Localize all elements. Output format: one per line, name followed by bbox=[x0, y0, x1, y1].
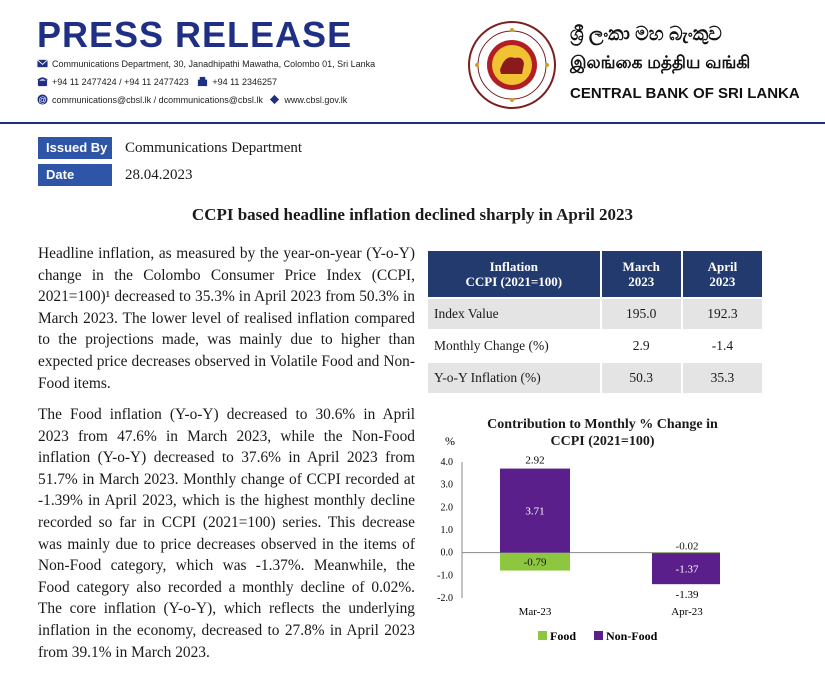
cell-march: 2.9 bbox=[632, 338, 650, 353]
category-label: Apr-23 bbox=[671, 606, 703, 618]
y-tick-label: -1.0 bbox=[437, 570, 453, 582]
y-tick-label: 2.0 bbox=[440, 502, 453, 514]
bank-name-tamil: இலங்கை மத்திய வங்கி bbox=[570, 53, 751, 72]
cell-april: 192.3 bbox=[683, 299, 762, 329]
table-row bbox=[428, 299, 762, 329]
category-label: Mar-23 bbox=[518, 606, 552, 618]
y-tick-label: 0.0 bbox=[440, 547, 453, 559]
row-label: Monthly Change (%) bbox=[434, 338, 549, 353]
header-march: March 2023 bbox=[602, 251, 681, 297]
fax-icon bbox=[197, 76, 208, 87]
legend-swatch bbox=[594, 631, 603, 640]
cell-april: 35.3 bbox=[683, 363, 762, 393]
central-bank-logo bbox=[467, 20, 557, 110]
phone-icon bbox=[37, 76, 48, 87]
total-label: -1.39 bbox=[675, 589, 699, 602]
y-tick-label: 3.0 bbox=[440, 479, 453, 491]
cell-march: 50.3 bbox=[602, 363, 681, 393]
legend-label: Non-Food bbox=[606, 629, 658, 643]
email-line bbox=[37, 94, 347, 105]
table-header-row bbox=[428, 251, 762, 297]
inflation-table bbox=[426, 249, 764, 395]
row-label: Y-o-Y Inflation (%) bbox=[428, 363, 600, 393]
bank-name-sinhala: ශ්‍රී ලංකා මහ බැංකුව bbox=[570, 24, 722, 45]
cell-march: 195.0 bbox=[602, 299, 681, 329]
address-text: Communications Department, 30, Janadhipathi Mawatha, Colombo 01, Sri Lanka bbox=[52, 59, 376, 69]
data-label: -1.37 bbox=[675, 563, 699, 576]
data-label: 3.71 bbox=[525, 505, 545, 518]
envelope-icon bbox=[37, 58, 48, 69]
issued-by-value: Communications Department bbox=[125, 140, 303, 156]
phone-text: +94 11 2477424 / +94 11 2477423 bbox=[52, 77, 189, 87]
legend-swatch bbox=[538, 631, 547, 640]
total-label: 2.92 bbox=[525, 454, 545, 467]
press-release-title: PRESS RELEASE bbox=[37, 14, 353, 55]
fax-text: +94 11 2346257 bbox=[212, 77, 277, 87]
y-tick-label: 1.0 bbox=[440, 525, 453, 536]
table-row bbox=[428, 331, 762, 361]
website-text: www.cbsl.gov.lk bbox=[284, 95, 348, 105]
phone-line bbox=[37, 76, 277, 87]
svg-text:@: @ bbox=[38, 95, 47, 105]
header-inflation: Inflation CCPI (2021=100) bbox=[428, 251, 600, 297]
paragraph-2: The Food inflation (Y-o-Y) decreased to 30.6% in April 2023 from 47.6% in March 2023, while the Non-Food inflation (Y-o-Y) decreased to 37.6% in April 2023 from 51.7% in March 2023. Monthly change of CCPI recorded at -1.39% in April 2023, which is the highest monthly decline recorded so far in CCPI (2021=100) series. This decrease was mainly due to price decreases observed in the items of Non-Food category, which was -1.37%. Meanwhile, the Food category also recorded a monthly decline of 0.02%. The core inflation (Y-o-Y), which reflects the underlying inflation in the economy, decreased to 27.8% in April 2023 from 39.1% in March 2023. bbox=[38, 406, 415, 661]
header-divider bbox=[0, 122, 825, 124]
header-april: April 2023 bbox=[683, 251, 762, 297]
data-label: -0.02 bbox=[675, 540, 699, 553]
date-label: Date bbox=[38, 164, 112, 186]
y-tick-label: -2.0 bbox=[437, 593, 453, 604]
data-label: -0.79 bbox=[523, 556, 547, 569]
issued-by-label: Issued By bbox=[38, 137, 112, 159]
cell-april: -1.4 bbox=[711, 338, 734, 353]
y-tick-label: 4.0 bbox=[440, 457, 453, 468]
web-icon bbox=[269, 94, 280, 105]
email-text: communications@cbsl.lk / dcommunications@cbsl.lk bbox=[52, 95, 263, 105]
contribution-chart bbox=[420, 430, 720, 645]
legend-label: Food bbox=[550, 629, 577, 643]
chart-title: Contribution to Monthly % Change in CCPI (2021=100) bbox=[487, 417, 718, 449]
date-value: 28.04.2023 bbox=[125, 167, 193, 183]
table-row bbox=[428, 363, 762, 393]
row-label: Index Value bbox=[428, 299, 600, 329]
address-line bbox=[37, 58, 375, 69]
bank-name-english: CENTRAL BANK OF SRI LANKA bbox=[570, 85, 800, 102]
headline: CCPI based headline inflation declined sharply in April 2023 bbox=[191, 205, 634, 224]
at-icon bbox=[37, 94, 48, 105]
paragraph-1: Headline inflation, as measured by the year-on-year (Y-o-Y) change in the Colombo Consumer Price Index (CCPI, 2021=100)¹ decreased to 35.3% in April 2023 from 50.3% in March 2023. The lower level of realised inflation compared to the projections made, was mainly due to higher than expected price decreases observed in Volatile Food and Non-Food items. bbox=[38, 245, 415, 392]
y-axis-label: % bbox=[445, 434, 455, 448]
